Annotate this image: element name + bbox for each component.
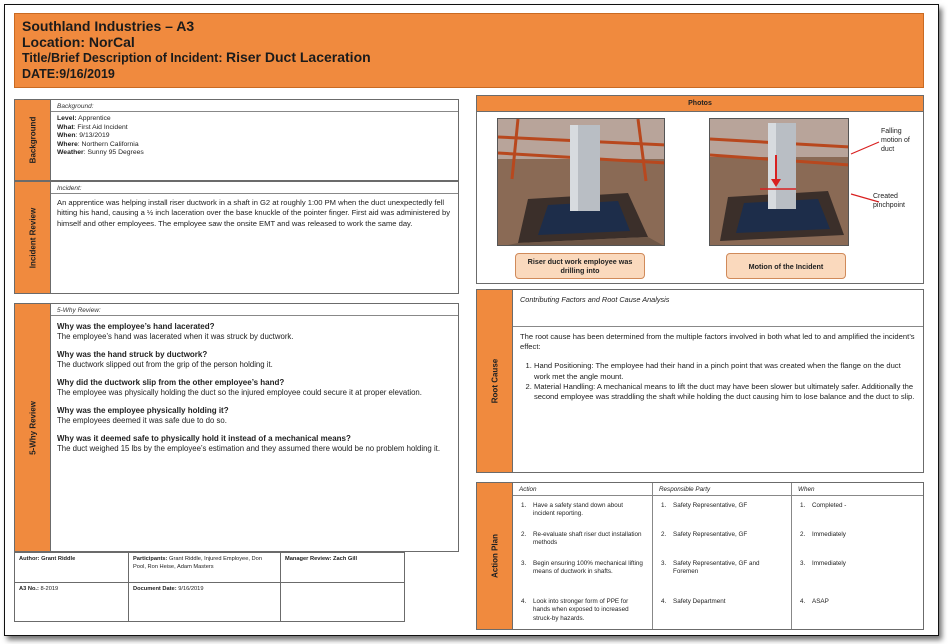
background-sidebar: Background [15,100,51,180]
root-cause-body [513,327,923,407]
root-cause-sidebar: Root Cause [477,290,513,472]
manager-review-cell: Manager Review: Zach Gill [281,553,405,583]
action-plan-section [476,482,924,630]
background-item [57,115,452,124]
when-item-number: 1. [800,502,806,509]
incident-text: An apprentice was helping install riser ductwork in a shaft in G2 at roughly 1:00 PM when the duct unexpectedly fell hitting his hand, causing a ½ inch laceration over the base knuckle of the pointer finger. First aid was administered by himself and other employees. The employee saw the onsite EMT and was released to work the same day. [57,198,450,228]
background-item [57,132,452,141]
photo-riser-duct [497,118,665,246]
background-item-value: : Sunny 95 Degrees [83,149,144,156]
when-item-text: ASAP [812,598,829,605]
five-why-header: 5-Why Review: [51,304,458,316]
a3-report [4,4,939,636]
incident-review-sidebar: Incident Review [15,182,51,293]
incident-title: Title/Brief Description of Incident: Riser Duct Laceration [22,49,371,65]
root-cause-item: 1. Hand Positioning: The employee had their hand in a pinch point that was created when the flange on the duct work met the angle mount. [534,361,916,381]
party-item-text: Safety Representative, GF and Foremen [673,560,760,576]
background-section [14,99,459,181]
action-item-number: 4. [521,598,527,605]
why-question: Why was the employee’s hand lacerated? [57,322,215,331]
background-item-value: : First Aid Incident [73,123,128,131]
why-answer: The employee was physically holding the duct so the injured employee could secure it at proper elevation. [57,388,422,397]
background-item-label: When [57,132,76,139]
incident-header: Incident: [51,182,458,194]
a3-number-cell: A3 No.: 8-2019 [15,583,129,622]
party-item-number: 3. [661,560,667,567]
action-item-text: Look into stronger form of PPE for hands when exposed to increased struck-by hazards. [533,598,629,622]
when-column [792,483,923,629]
why-question: Why was the employee physically holding it? [57,406,229,415]
party-item-text: Safety Department [673,598,726,605]
party-column-header: Responsible Party [653,483,791,496]
party-item-text: Safety Representative, GF [673,502,748,509]
root-cause-list [520,361,916,402]
background-item-value: : 9/13/2019 [75,132,110,139]
party-item-number: 2. [661,531,667,538]
when-column-header: When [792,483,923,496]
action-item [513,560,652,577]
when-item-text: Immediately [812,531,846,538]
action-item-text: Have a safety stand down about incident reporting. [533,502,623,518]
when-item-text: Completed - [812,502,847,509]
action-item-text: Begin ensuring 100% mechanical lifting means of ductwork in shafts. [533,560,643,576]
why-answer: The employees deemed it was safe due to do so. [57,416,227,425]
root-cause-section [476,289,924,473]
when-item-number: 3. [800,560,806,567]
background-item-label: What [57,123,74,131]
annotation-falling: Falling motion of duct [881,128,910,153]
background-item-label: Level: [57,115,77,122]
responsible-party-column [653,483,792,629]
when-item [792,502,923,510]
background-item [57,149,452,158]
root-cause-header: Contributing Factors and Root Cause Analysis [513,290,923,327]
background-item-value: Apprentice [76,115,111,122]
background-item [57,141,452,150]
root-cause-item: 2. Material Handling: A mechanical means to lift the duct may have been slower but ultimately safer. Additionally the second employee was straddling the shaft while holding the duct causing him to lose balance and the duct to slip. [534,382,916,402]
report-header [14,13,924,88]
party-item-number: 1. [661,502,667,509]
when-item [792,531,923,539]
when-item-number: 2. [800,531,806,538]
why-question: Why was it deemed safe to physically hold it instead of a mechanical means? [57,434,351,443]
caption-incident-motion: Motion of the Incident [726,253,846,279]
document-date-cell: Document Date: 9/16/2019 [129,583,281,622]
location: Location: NorCal [22,33,135,50]
why-answer: The ductwork slipped out from the grip of the person holding it. [57,360,273,369]
action-item-number: 1. [521,502,527,509]
action-column [513,483,653,629]
background-header: Background: [51,100,458,112]
company-title: Southland Industries – A3 [22,18,195,34]
when-item [792,598,923,606]
participants-cell: Participants: Grant Riddle, Injured Employee, Don Pool, Ron Heise, Adam Masters [129,553,281,583]
five-why-list [51,316,458,458]
annotation-pinchpoint: Created pinchpoint [873,193,905,209]
why-answer: The employee’s hand was lacerated when it was struck by ductwork. [57,332,294,341]
why-question: Why was the hand struck by ductwork? [57,350,208,359]
when-item-number: 4. [800,598,806,605]
signoff-table [14,552,405,622]
background-item [57,124,452,133]
five-why-sidebar: 5-Why Review [15,304,51,551]
action-item-number: 3. [521,560,527,567]
action-item-text: Re-evaluate shaft riser duct installation methods [533,531,642,547]
photo-incident-motion [709,118,849,246]
background-item-label: Weather [57,149,84,156]
action-plan-sidebar: Action Plan [477,483,513,629]
action-item [513,531,652,548]
photos-section [476,112,924,284]
party-item-text: Safety Representative, GF [673,531,748,538]
action-item [513,502,652,519]
when-item [792,560,923,568]
party-item [653,531,791,539]
why-question: Why did the ductwork slip from the other employee’s hand? [57,378,285,387]
when-item-text: Immediately [812,560,846,567]
author-cell: Author: Grant Riddle [15,553,129,583]
five-why-section [14,303,459,552]
incident-review-section [14,181,459,294]
action-column-header: Action [513,483,652,496]
why-answer: The duct weighed 15 lbs by the employee’s estimation and they assumed there would be no problem holding it. [57,444,441,453]
background-details [51,112,458,161]
empty-cell [281,583,405,622]
action-plan-table [513,483,923,629]
photos-header: Photos [476,95,924,112]
background-item-label: Where [57,140,78,148]
background-item-value: : Northern California [77,140,139,148]
party-item-number: 4. [661,598,667,605]
action-item-number: 2. [521,531,527,538]
party-item [653,502,791,510]
report-date: DATE:9/16/2019 [22,66,115,81]
action-item [513,598,652,623]
root-cause-intro: The root cause has been determined from the multiple factors involved in both what led to and amplified the incident’s effect: [520,332,915,352]
party-item [653,560,791,577]
party-item [653,598,791,606]
caption-riser-duct: Riser duct work employee was drilling into [515,253,645,279]
